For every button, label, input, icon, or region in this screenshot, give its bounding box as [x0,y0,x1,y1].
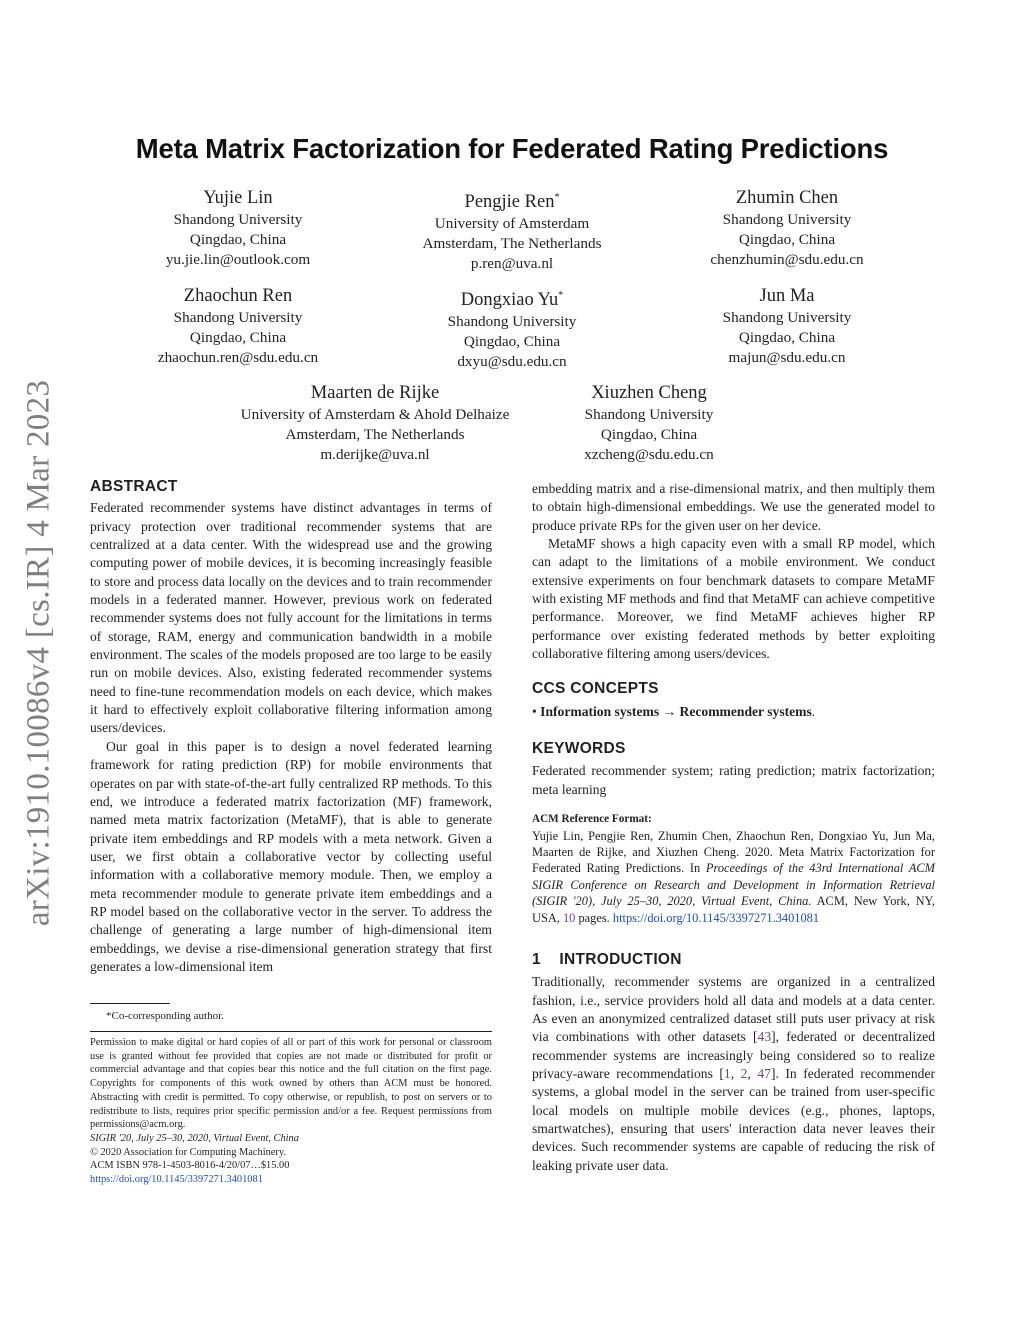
author-email: dxyu@sdu.edu.cn [457,353,567,371]
author-name: Xiuzhen Cheng [591,383,707,403]
acm-ref-pages: 10 [562,910,576,925]
author-email: majun@sdu.edu.cn [728,349,846,366]
author-affiliation: Shandong University [447,313,577,331]
author-affiliation: Shandong University [584,406,714,423]
ccs-arrow: → [662,703,677,719]
permission-copyright: © 2020 Association for Computing Machinery. [90,1146,286,1158]
keywords-heading: KEYWORDS [532,740,626,758]
author-name: Zhumin Chen [735,188,839,208]
footnote-text: *Co-corresponding author. [106,1010,224,1022]
permission-rule [90,1031,492,1032]
citation-link[interactable]: 2 [740,1066,748,1082]
intro-paragraph: Traditionally, recommender systems are organized in a centralized fashion, i.e., service providers hold all data and models at a data center. As even an anonymized centralized dataset still puts user privacy at risk via combinations with other datasets [43], federated or decentralized recommender systems are increasingly being considered so to realize privacy-aware recommendations [1, 2, 47]. In federated recommender systems, a global model in the server can be trained from user-specific local models on multiple mobile devices (e.g., phones, laptops, smartwatches), ensuring that users' interaction data never leaves their devices. Such recommender systems are capable of reducing the risk of leaking private user data. [532,974,936,1173]
permission-text: Permission to make digital or hard copies of all or part of this work for personal or classroom use is granted without fee provided that copies are not made or distributed for profit or commercial advantage and that copies bear this notice and the full citation on the first page. Copyrights for components of this work owned by others than ACM must be honored. Abstracting with credit is permitted. To copy otherwise, or republish, to post on servers or to redistribute to lists, requires prior specific permission and/or a fee. Request permissions from permissions@acm.org. [90,1037,492,1131]
author-location: Qingdao, China [189,329,287,346]
abstract-paragraph: Federated recommender systems have distinct advantages in terms of privacy protection over traditional recommender systems that are centralized at a data center. With the widespread use and the growing computing power of mobile devices, it is becoming increasingly feasible to store and process data locally on the devices and to train recommender models in a federated manner. However, previous work on federated recommender systems does not fully account for the limitations in terms of storage, RAM, energy and communication bandwidth in a mobile environment. The scales of the models proposed are too large to be easily run on mobile devices. Also, existing federated recommender systems need to fine-tune recommendation models on each device, which makes it hard to effectively exploit collaborative filtering information among users/devices. [90,500,492,736]
author-name: Dongxiao Yu* [460,290,564,311]
author-email: m.derijke@uva.nl [320,446,430,463]
ccs-item: Information systems [540,703,660,719]
paper-title: Meta Matrix Factorization for Federated Rating Predictions [135,133,889,164]
author-affiliation: University of Amsterdam & Ahold Delhaize [240,406,510,423]
abstract-paragraph: MetaMF shows a high capacity even with a small RP model, which can adapt to the limitations of a mobile environment. We conduct extensive experiments on four benchmark datasets to compare MetaMF with existing MF methods and find that MetaMF can achieve competitive performance. Moreover, we find MetaMF achieves higher RP performance over existing federated methods by better exploiting collaborative filtering among users/devices. [532,536,935,662]
author-location: Amsterdam, The Netherlands [285,426,465,443]
author-affiliation: Shandong University [173,211,303,228]
ccs-item: Recommender systems [679,703,812,719]
footnote [90,1010,492,1024]
author-affiliation: Shandong University [173,309,303,326]
permission-isbn: ACM ISBN 978-1-4503-8016-4/20/07…$15.00 [90,1160,290,1172]
left-column [90,478,492,976]
acm-ref-text: Yujie Lin, Pengjie Ren, Zhumin Chen, Zhaochun Ren, Dongxiao Yu, Jun Ma, Maarten de Rijke, and Xiuzhen Cheng. 2020. Meta Matrix Factorization for Federated Rating Predictions. In Proceedings of the 43rd International ACM SIGIR Conference on Research and Development in Information Retrieval (SIGIR '20), July 25–30, 2020, Virtual Event, China. ACM, New York, NY, USA, 10 pages. https://doi.org/10.1145/3397271.3401081 [532,828,936,925]
citation-link[interactable]: 1 [723,1066,731,1082]
acm-ref-venue: Proceedings of the 43rd International ACM SIGIR Conference on Research and Development in Information Retrieval (SIGIR '20), July 25–30, 2020, Virtual Event, China. [532,861,936,909]
acm-ref-doi-link[interactable]: https://doi.org/10.1145/3397271.3401081 [612,910,820,925]
abstract-paragraph: Our goal in this paper is to design a novel federated learning framework for rating prediction (RP) for mobile environments that operates on par with state-of-the-art fully centralized RP methods. To this end, we introduce a federated matrix factorization (MF) framework, named meta matrix factorization (MetaMF), that is able to generate private item embeddings and RP models with a meta network. Given a user, we first obtain a collaborative vector by collecting useful information with a collaborative memory module. Then, we employ a meta recommender module to generate private item embeddings and a RP model based on the collaborative vector in the server. To address the challenge of generating a large number of high-dimensional item embeddings, we devise a rise-dimensional generation strategy that first generates a low-dimensional item [90,738,492,974]
author-email: p.ren@uva.nl [470,255,554,273]
abstract-heading: ABSTRACT [90,478,178,495]
author-location: Amsterdam, The Netherlands [422,235,602,253]
acm-ref-heading: ACM Reference Format: [532,813,652,826]
abstract-paragraph-continued: embedding matrix and a rise-dimensional matrix, and then multiply them to obtain high-dimensional embeddings. We use the generated model to produce private RPs for the given user on her device. [532,481,935,533]
author-block [479,381,819,465]
author-name: Maarten de Rijke [310,383,440,403]
author-affiliation: University of Amsterdam [434,215,590,233]
ccs-concepts [532,703,935,721]
keywords-text: Federated recommender system; rating prediction; matrix factorization; meta learning [532,763,935,797]
corresponding-mark: * [554,192,560,203]
author-block [617,284,957,368]
author-email: chenzhumin@sdu.edu.cn [710,251,864,268]
author-email: xzcheng@sdu.edu.cn [584,446,714,463]
arxiv-stamp [14,375,64,930]
author-location: Qingdao, China [600,426,698,443]
author-name: Pengjie Ren* [464,192,560,213]
author-name: Zhaochun Ren [183,286,293,306]
ccs-bullet: • [532,703,537,719]
permission-venue: SIGIR '20, July 25–30, 2020, Virtual Event, China [90,1132,299,1144]
footnote-rule [90,1003,170,1004]
citation-link[interactable]: 43 [757,1029,772,1045]
ccs-end: . [811,703,816,719]
author-location: Qingdao, China [738,231,836,248]
author-email: yu.jie.lin@outlook.com [165,251,311,268]
author-affiliation: Shandong University [722,211,852,228]
citation-link[interactable]: 47 [757,1066,771,1082]
author-location: Qingdao, China [738,329,836,346]
permission-doi-link[interactable]: https://doi.org/10.1145/3397271.3401081 [90,1174,263,1186]
author-name: Yujie Lin [203,188,273,208]
author-location: Qingdao, China [463,333,561,351]
author-name: Jun Ma [759,286,815,306]
author-block [617,186,957,270]
permission-block [90,1036,492,1187]
right-column [532,480,935,1175]
arxiv-stamp-text: arXiv:1910.10086v4 [cs.IR] 4 Mar 2023 [20,379,57,926]
ccs-heading: CCS CONCEPTS [532,680,659,698]
author-affiliation: Shandong University [722,309,852,326]
author-email: zhaochun.ren@sdu.edu.cn [157,349,319,366]
intro-heading: 1 INTRODUCTION [532,951,682,968]
author-location: Qingdao, China [189,231,287,248]
corresponding-mark: * [558,290,564,301]
